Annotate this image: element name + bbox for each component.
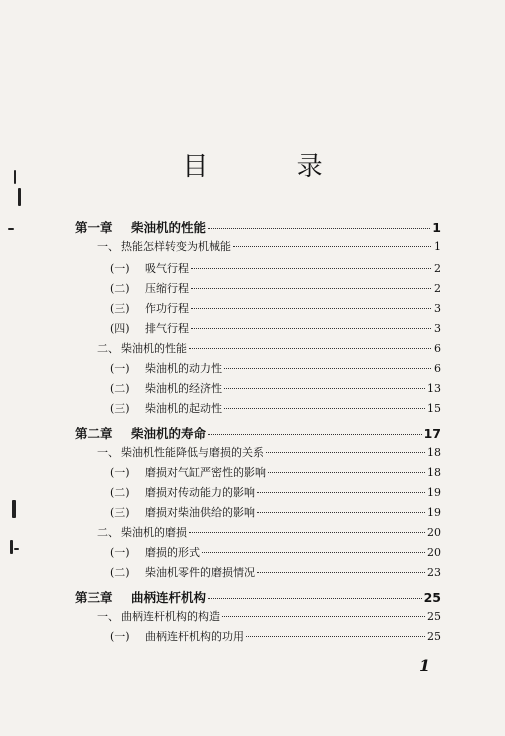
dot-leader <box>202 552 425 553</box>
toc-entry-page: 3 <box>434 322 441 335</box>
toc-entry-sub <box>110 628 441 644</box>
toc-entry-chapter <box>75 588 441 606</box>
dot-leader <box>222 616 425 617</box>
toc-entry-number: (一) <box>110 466 130 479</box>
toc-entry-label: 热能怎样转变为机械能 <box>121 240 231 253</box>
toc-entry-page: 19 <box>427 486 441 499</box>
toc-entry-label: 作功行程 <box>145 302 189 315</box>
toc-entry-page: 19 <box>427 506 441 519</box>
dot-leader <box>224 388 425 389</box>
toc-entry-number: 一、 <box>97 610 119 623</box>
toc-entry-page: 1 <box>432 220 441 235</box>
toc-entry-number: (三) <box>110 402 130 415</box>
toc-entry-page: 25 <box>423 590 441 605</box>
toc-entry-label: 磨损对柴油供给的影响 <box>145 506 255 519</box>
toc-entry-chapter <box>75 218 441 236</box>
dot-leader <box>246 636 425 637</box>
dot-leader <box>191 328 431 329</box>
scan-mark <box>14 170 16 184</box>
page-number: 1 <box>419 656 431 675</box>
toc-entry-label: 曲柄连杆机构 <box>131 590 207 605</box>
toc-entry-page: 15 <box>427 402 441 415</box>
toc-entry-page: 13 <box>427 382 441 395</box>
toc-entry-page: 2 <box>434 262 441 275</box>
dot-leader <box>208 228 430 229</box>
toc-entry-label: 柴油机的性能 <box>131 220 207 235</box>
toc-entry-number: (一) <box>110 262 130 275</box>
dot-leader <box>208 434 422 435</box>
toc-entry-sub <box>110 260 441 276</box>
toc-entry-page: 2 <box>434 282 441 295</box>
toc-entry-sub <box>110 484 441 500</box>
toc-entry-sub <box>110 504 441 520</box>
dot-leader <box>189 532 425 533</box>
toc-entry-label: 柴油机的寿命 <box>131 426 207 441</box>
toc-entry-label: 柴油机的起动性 <box>145 402 222 415</box>
dot-leader <box>233 246 431 247</box>
dot-leader <box>224 368 431 369</box>
toc-entry-label: 吸气行程 <box>145 262 189 275</box>
toc-entry-number: 第二章 <box>75 426 113 441</box>
toc-entry-number: (三) <box>110 506 130 519</box>
toc-entry-label: 柴油机零件的磨损情况 <box>145 566 255 579</box>
toc-entry-sub <box>110 400 441 416</box>
toc-entry-number: (四) <box>110 322 130 335</box>
toc-entry-label: 磨损对气缸严密性的影响 <box>145 466 266 479</box>
dot-leader <box>189 348 431 349</box>
scan-mark <box>10 540 13 554</box>
toc-entry-label: 柴油机的磨损 <box>121 526 187 539</box>
dot-leader <box>191 268 431 269</box>
toc-entry-sub <box>110 280 441 296</box>
dot-leader <box>268 472 425 473</box>
toc-entry-number: 二、 <box>97 342 119 355</box>
toc-entry-label: 曲柄连杆机构的构造 <box>121 610 220 623</box>
toc-entry-number: (一) <box>110 546 130 559</box>
toc-entry-number: 一、 <box>97 446 119 459</box>
toc-entry-label: 柴油机的经济性 <box>145 382 222 395</box>
toc-entry-sub <box>110 464 441 480</box>
toc-entry-section <box>97 444 441 460</box>
dot-leader <box>208 598 422 599</box>
toc-entry-number: 二、 <box>97 526 119 539</box>
scan-mark <box>12 500 16 518</box>
dot-leader <box>191 288 431 289</box>
toc-entry-label: 柴油机的性能 <box>121 342 187 355</box>
toc-entry-chapter <box>75 424 441 442</box>
scan-mark <box>18 188 21 206</box>
toc-entry-sub <box>110 544 441 560</box>
toc-entry-section <box>97 524 441 540</box>
dot-leader <box>257 572 425 573</box>
toc-entry-label: 压缩行程 <box>145 282 189 295</box>
toc-entry-page: 18 <box>427 446 441 459</box>
toc-entry-label: 曲柄连杆机构的功用 <box>145 630 244 643</box>
toc-entry-page: 3 <box>434 302 441 315</box>
dot-leader <box>257 492 425 493</box>
scan-mark <box>14 548 19 550</box>
toc-entry-number: (二) <box>110 566 130 579</box>
toc-entry-sub <box>110 320 441 336</box>
toc-entry-section <box>97 340 441 356</box>
toc-entry-page: 18 <box>427 466 441 479</box>
toc-entry-label: 柴油机的动力性 <box>145 362 222 375</box>
toc-entry-number: 第一章 <box>75 220 113 235</box>
toc-entry-page: 17 <box>423 426 441 441</box>
toc-entry-page: 6 <box>434 362 441 375</box>
dot-leader <box>224 408 425 409</box>
toc-entry-number: 第三章 <box>75 590 113 605</box>
toc-entry-page: 25 <box>427 630 441 643</box>
toc-entry-sub <box>110 564 441 580</box>
toc-entry-number: (一) <box>110 362 130 375</box>
dot-leader <box>257 512 425 513</box>
toc-entry-page: 23 <box>427 566 441 579</box>
toc-entry-number: (一) <box>110 630 130 643</box>
toc-entry-label: 磨损对传动能力的影响 <box>145 486 255 499</box>
toc-entry-number: (三) <box>110 302 130 315</box>
toc-entry-number: (二) <box>110 486 130 499</box>
toc-entry-page: 25 <box>427 610 441 623</box>
toc-entry-sub <box>110 300 441 316</box>
page-title: 目 录 <box>182 152 363 182</box>
toc-entry-label: 磨损的形式 <box>145 546 200 559</box>
toc-entry-number: 一、 <box>97 240 119 253</box>
toc-entry-page: 1 <box>434 240 441 253</box>
toc-entry-label: 排气行程 <box>145 322 189 335</box>
toc-entry-page: 6 <box>434 342 441 355</box>
toc-entry-page: 20 <box>427 546 441 559</box>
toc-entry-label: 柴油机性能降低与磨损的关系 <box>121 446 264 459</box>
toc-entry-section <box>97 608 441 624</box>
toc-entry-number: (二) <box>110 382 130 395</box>
dot-leader <box>191 308 431 309</box>
toc-entry-page: 20 <box>427 526 441 539</box>
toc-entry-number: (二) <box>110 282 130 295</box>
dot-leader <box>266 452 425 453</box>
toc-entry-sub <box>110 380 441 396</box>
toc-entry-sub <box>110 360 441 376</box>
scan-mark <box>8 228 14 230</box>
toc-entry-section <box>97 238 441 254</box>
